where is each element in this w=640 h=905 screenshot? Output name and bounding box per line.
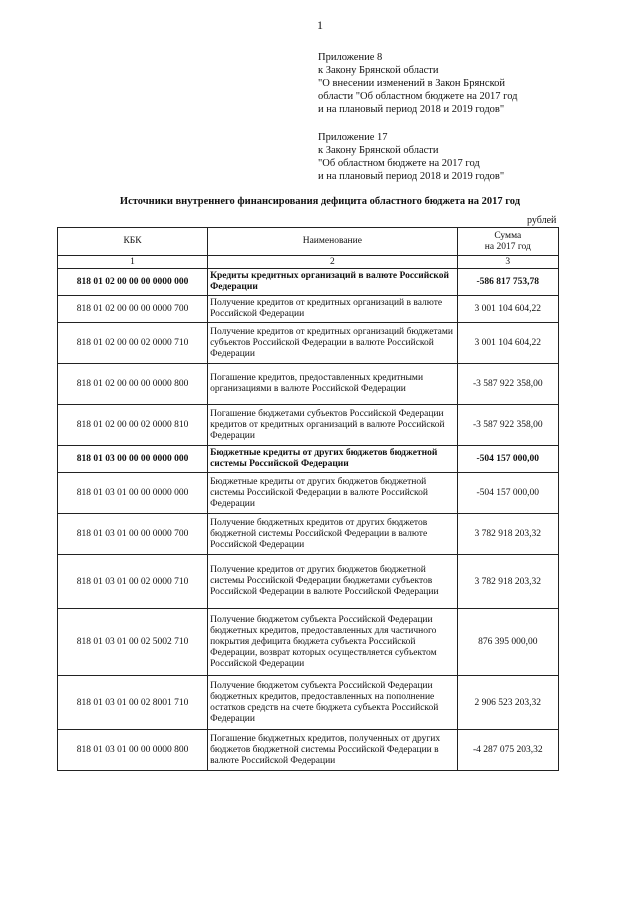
column-number: 2 — [208, 256, 457, 269]
sum-cell: -504 157 000,00 — [457, 446, 558, 473]
appendix-8-header — [318, 51, 518, 116]
name-cell: Погашение кредитов, предоставленных кредитными организациями в валюте Российской Федерации — [208, 364, 457, 405]
table-row — [58, 676, 559, 730]
table-row — [58, 323, 559, 364]
table-row — [58, 730, 559, 771]
appendix-8-line: Приложение 8 — [318, 52, 383, 63]
appendix-17-line: "Об областном бюджете на 2017 год — [318, 158, 480, 169]
name-cell: Получение бюджетом субъекта Российской Федерации бюджетных кредитов, предоставленных для частичного покрытия дефицита бюджета субъекта Российской Федерации, возврат которых осуществляется субъектом Российской Федерации — [208, 609, 457, 676]
table-row — [58, 473, 559, 514]
sum-cell: -3 587 922 358,00 — [457, 405, 558, 446]
sum-cell: -3 587 922 358,00 — [457, 364, 558, 405]
appendix-17-line: к Закону Брянской области — [318, 145, 439, 156]
kbk-cell: 818 01 02 00 00 00 0000 000 — [58, 269, 208, 296]
table-body — [58, 269, 559, 771]
kbk-cell: 818 01 03 01 00 00 0000 000 — [58, 473, 208, 514]
appendix-8-line: к Закону Брянской области — [318, 65, 439, 76]
table-row — [58, 364, 559, 405]
table-row — [58, 269, 559, 296]
appendix-8-line: и на плановый период 2018 и 2019 годов" — [318, 104, 505, 115]
kbk-cell: 818 01 03 01 00 02 8001 710 — [58, 676, 208, 730]
header-kbk: КБК — [58, 228, 208, 256]
appendix-8-line: "О внесении изменений в Закон Брянской — [318, 78, 506, 89]
column-number: 3 — [457, 256, 558, 269]
column-number: 1 — [58, 256, 208, 269]
column-number-row — [58, 256, 559, 269]
kbk-cell: 818 01 03 01 00 02 5002 710 — [58, 609, 208, 676]
name-cell: Получение бюджетных кредитов от других бюджетов бюджетной системы Российской Федерации в валюте Российской Федерации — [208, 514, 457, 555]
name-cell: Бюджетные кредиты от других бюджетов бюджетной системы Российской Федерации в валюте Российской Федерации — [208, 473, 457, 514]
name-cell: Получение кредитов от кредитных организаций в валюте Российской Федерации — [208, 296, 457, 323]
kbk-cell: 818 01 03 01 00 00 0000 700 — [58, 514, 208, 555]
sum-cell: 3 001 104 604,22 — [457, 296, 558, 323]
table-row — [58, 296, 559, 323]
name-cell: Погашение бюджетами субъектов Российской Федерации кредитов от кредитных организаций в валюте Российской Федерации — [208, 405, 457, 446]
table-row — [58, 514, 559, 555]
header-sum — [457, 228, 558, 256]
sum-cell: 2 906 523 203,32 — [457, 676, 558, 730]
name-cell: Получение кредитов от других бюджетов бюджетной системы Российской Федерации бюджетами субъектов Российской Федерации в валюте Российской Федерации — [208, 555, 457, 609]
appendix-8-line: области "Об областном бюджете на 2017 год — [318, 91, 518, 102]
appendix-17-line: Приложение 17 — [318, 132, 388, 143]
name-cell: Получение бюджетом субъекта Российской Федерации бюджетных кредитов, предоставленных на пополнение остатков средств на счете бюджета субъекта Российской Федерации — [208, 676, 457, 730]
table-row — [58, 555, 559, 609]
name-cell: Получение кредитов от кредитных организаций бюджетами субъектов Российской Федерации в валюте Российской Федерации — [208, 323, 457, 364]
kbk-cell: 818 01 02 00 00 00 0000 700 — [58, 296, 208, 323]
header-sum-line2: на 2017 год — [484, 241, 531, 252]
sum-cell: 3 782 918 203,32 — [457, 514, 558, 555]
appendix-17-line: и на плановый период 2018 и 2019 годов" — [318, 171, 505, 182]
page-number: 1 — [317, 18, 323, 32]
sum-cell: 876 395 000,00 — [457, 609, 558, 676]
sum-cell: 3 782 918 203,32 — [457, 555, 558, 609]
kbk-cell: 818 01 03 00 00 00 0000 000 — [58, 446, 208, 473]
kbk-cell: 818 01 03 01 00 02 0000 710 — [58, 555, 208, 609]
header-name: Наименование — [208, 228, 457, 256]
kbk-cell: 818 01 02 00 00 00 0000 800 — [58, 364, 208, 405]
table-row — [58, 446, 559, 473]
currency-units: рублей — [527, 215, 557, 226]
kbk-cell: 818 01 02 00 00 02 0000 810 — [58, 405, 208, 446]
table-row — [58, 405, 559, 446]
header-sum-line1: Сумма — [494, 230, 522, 241]
sum-cell: -504 157 000,00 — [457, 473, 558, 514]
name-cell: Погашение бюджетных кредитов, полученных от других бюджетов бюджетной системы Российской Федерации в валюте Российской Федерации — [208, 730, 457, 771]
sum-cell: -4 287 075 203,32 — [457, 730, 558, 771]
kbk-cell: 818 01 03 01 00 00 0000 800 — [58, 730, 208, 771]
name-cell: Бюджетные кредиты от других бюджетов бюджетной системы Российской Федерации — [208, 446, 457, 473]
table-header-row — [58, 228, 559, 256]
sum-cell: -586 817 753,78 — [457, 269, 558, 296]
name-cell: Кредиты кредитных организаций в валюте Российской Федерации — [208, 269, 457, 296]
sum-cell: 3 001 104 604,22 — [457, 323, 558, 364]
document-title: Источники внутреннего финансирования дефицита областного бюджета на 2017 год — [119, 196, 521, 207]
financing-sources-table — [57, 227, 559, 771]
table-row — [58, 609, 559, 676]
appendix-17-header — [318, 131, 504, 183]
kbk-cell: 818 01 02 00 00 02 0000 710 — [58, 323, 208, 364]
